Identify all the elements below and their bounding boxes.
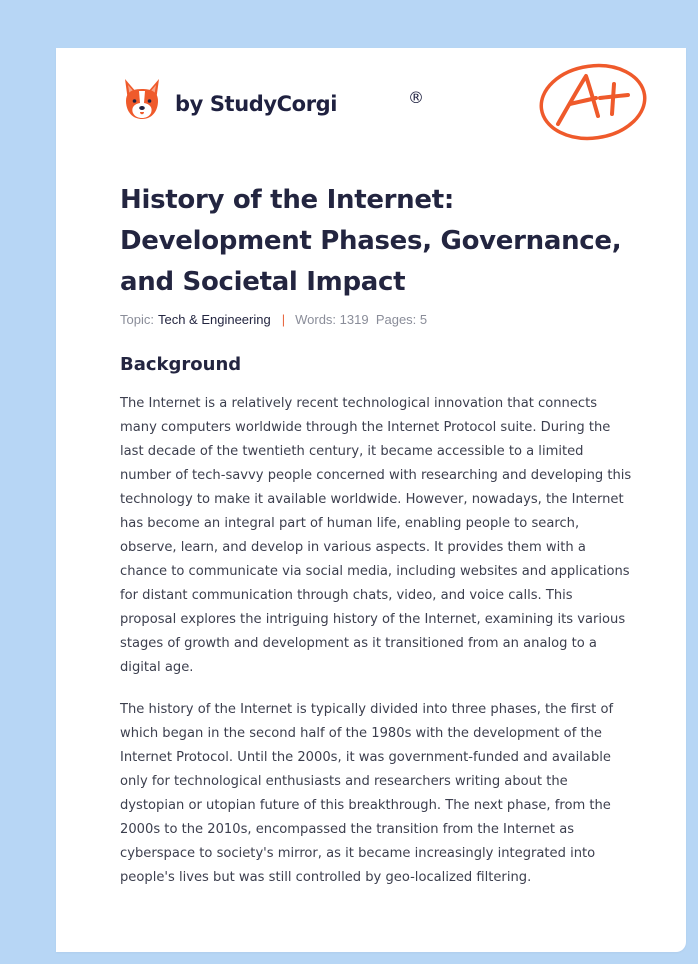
section-heading: Background [120, 354, 242, 375]
corgi-head-icon [122, 77, 162, 123]
brand-name: by StudyCorgi [175, 92, 338, 116]
document-page [56, 48, 686, 952]
page-count: Pages: 5 [375, 312, 428, 327]
body-paragraph: The Internet is a relatively recent technological innovation that connects many computers worldwide through the Internet Protocol suite. During the last decade of the twentieth century, it became accessible to a limited number of tech-savvy people concerned with researching and developing this technology to make it available worldwide. However, nowadays, the Internet has become an integral part of human life, enabling people to search, observe, learn, and develop in various aspects. It provides them with a chance to communicate via social media, including websites and applications for distant communication through chats, video, and voice calls. This proposal explores the intriguing history of the Internet, examining its various stages of growth and development as it transitioned from an analog to a digital age. [120, 396, 632, 675]
topic-label: Topic: [120, 312, 154, 327]
document-title: History of the Internet: Development Phases, Governance, and Societal Impact [120, 185, 622, 297]
body-paragraph: The history of the Internet is typically divided into three phases, the first of which began in the second half of the 1980s with the development of the Internet Protocol. Until the 2000s, it was government-funded and available only for technological enthusiasts and researchers writing about the dystopian or utopian future of this breakthrough. The next phase, from the 2000s to the 2010s, encompassed the transition from the Internet as cyberspace to society's mirror, as it became increasingly integrated into people's lives but was still controlled by geo-localized filtering. [120, 702, 614, 885]
document-meta [120, 312, 427, 327]
word-count: Words: 1319 [295, 312, 369, 327]
topic-link[interactable]: Tech & Engineering [157, 312, 271, 327]
a-plus-grade-icon [536, 58, 648, 142]
meta-separator: | [281, 312, 286, 327]
registered-mark: ® [408, 88, 424, 107]
brand-logo-link[interactable] [122, 76, 424, 124]
